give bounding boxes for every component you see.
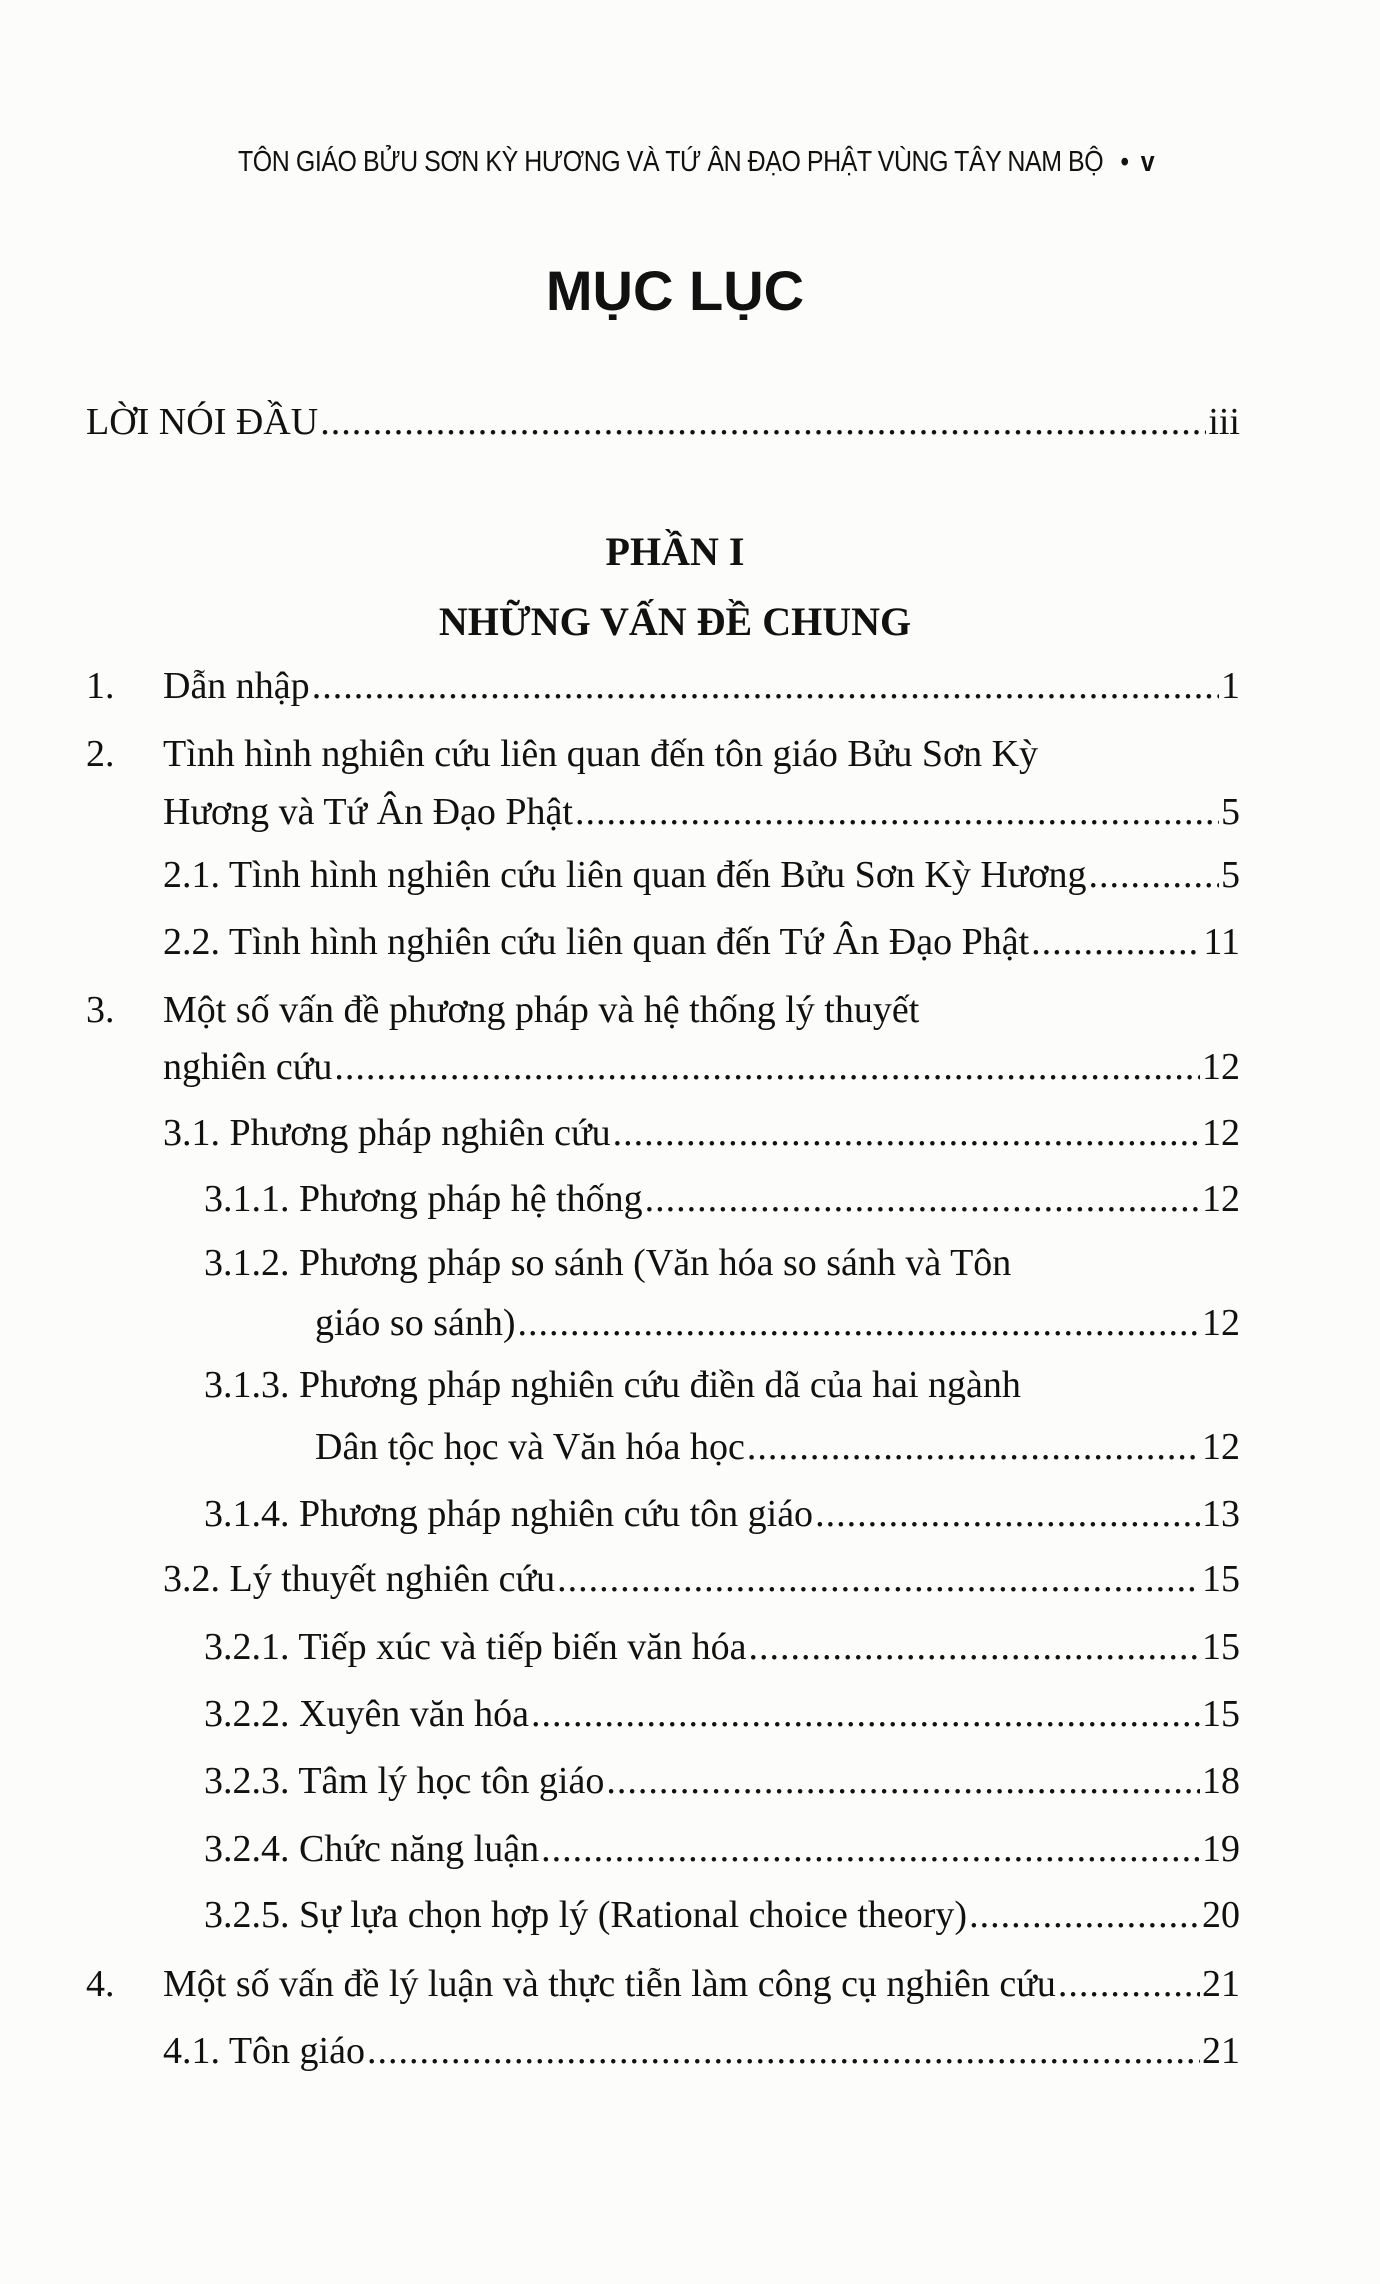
dot-leader: [1089, 853, 1220, 897]
toc-entry[interactable]: [204, 1625, 1240, 1679]
toc-page-number: 1: [1221, 665, 1240, 707]
dot-leader: [606, 1759, 1200, 1803]
toc-entry-text: giáo so sánh): [315, 1302, 516, 1344]
toc-entry[interactable]: [204, 1827, 1240, 1881]
dot-leader: [969, 1893, 1200, 1937]
toc-entry-text: 3.1.4. Phương pháp nghiên cứu tôn giáo: [204, 1493, 814, 1535]
toc-entry[interactable]: [163, 2029, 1240, 2083]
dot-leader: [312, 664, 1219, 708]
toc-entry-text: Một số vấn đề phương pháp và hệ thống lý thuyết: [163, 989, 920, 1031]
toc-entry[interactable]: [204, 1893, 1240, 1947]
toc-entry[interactable]: [86, 732, 1240, 786]
toc-page-number: 12: [1202, 1112, 1240, 1154]
toc-page-number: 12: [1202, 1302, 1240, 1344]
toc-entry-number: 3.: [86, 989, 115, 1031]
dot-leader: [747, 1425, 1200, 1469]
toc-page-number: 20: [1202, 1894, 1240, 1936]
toc-entry-text: 3.1.1. Phương pháp hệ thống: [204, 1178, 643, 1220]
dot-leader: [1031, 920, 1201, 964]
page-number: v: [1140, 146, 1155, 178]
toc-entry-preface[interactable]: [86, 400, 1240, 454]
dot-leader: [367, 2029, 1200, 2073]
toc-entry-text: 3.2.4. Chức năng luận: [204, 1828, 540, 1870]
toc-entry-text: 3.2.1. Tiếp xúc và tiếp biến văn hóa: [204, 1626, 747, 1668]
toc-entry-text: nghiên cứu: [163, 1046, 333, 1088]
dot-leader: [1058, 1962, 1200, 2006]
toc-page-number: 19: [1202, 1828, 1240, 1870]
dot-leader: [518, 1301, 1200, 1345]
toc-page-number: 15: [1202, 1626, 1240, 1668]
toc-page-number: 15: [1202, 1693, 1240, 1735]
toc-entry-text: 3.1.3. Phương pháp nghiên cứu điền dã của hai ngành: [204, 1364, 1021, 1406]
dot-leader: [541, 1827, 1200, 1871]
toc-entry[interactable]: [204, 1241, 1240, 1295]
toc-page-number: 13: [1202, 1493, 1240, 1535]
toc-page-number: 12: [1202, 1178, 1240, 1220]
toc-entry-continuation[interactable]: [315, 1425, 1240, 1479]
dot-leader: [613, 1111, 1200, 1155]
toc-entry[interactable]: [204, 1492, 1240, 1546]
toc-entry[interactable]: [163, 1111, 1240, 1165]
toc-entry[interactable]: [204, 1177, 1240, 1231]
toc-entry-text: 2.1. Tình hình nghiên cứu liên quan đến Bửu Sơn Kỳ Hương: [163, 854, 1087, 896]
dot-leader: [320, 400, 1206, 444]
toc-page-number: 18: [1202, 1760, 1240, 1802]
toc-entry-text: Một số vấn đề lý luận và thực tiễn làm công cụ nghiên cứu: [163, 1963, 1056, 2005]
toc-entry-number: 1.: [86, 665, 115, 707]
toc-entry-continuation[interactable]: [315, 1301, 1240, 1355]
toc-entry[interactable]: [163, 853, 1240, 907]
dot-leader: [531, 1692, 1200, 1736]
toc-entry[interactable]: [86, 988, 1240, 1042]
toc-entry-text: 3.2.3. Tâm lý học tôn giáo: [204, 1760, 605, 1802]
toc-entry-text: Tình hình nghiên cứu liên quan đến tôn giáo Bửu Sơn Kỳ: [163, 733, 1039, 775]
toc-entry-text: Hương và Tứ Ân Đạo Phật: [163, 791, 573, 833]
toc-page-number: 12: [1202, 1426, 1240, 1468]
toc-page-number: 5: [1221, 791, 1240, 833]
toc-entry[interactable]: [86, 664, 1240, 718]
toc-entry-text: 3.1.2. Phương pháp so sánh (Văn hóa so sánh và Tôn: [204, 1242, 1012, 1284]
toc-entry[interactable]: [204, 1759, 1240, 1813]
toc-page-number: 5: [1221, 854, 1240, 896]
toc-entry-text: 4.1. Tôn giáo: [163, 2030, 365, 2072]
toc-entry-text: 3.2.5. Sự lựa chọn hợp lý (Rational choice theory): [204, 1894, 968, 1936]
toc-entry-number: 4.: [86, 1963, 115, 2005]
toc-entry-number: 2.: [86, 733, 115, 775]
toc-entry[interactable]: [163, 1557, 1240, 1611]
toc-entry[interactable]: [204, 1692, 1240, 1746]
toc-page-number: 21: [1202, 1963, 1240, 2005]
toc-page-number: 15: [1202, 1558, 1240, 1600]
toc-entry-text: 3.1. Phương pháp nghiên cứu: [163, 1112, 611, 1154]
running-title: TÔN GIÁO BỬU SƠN KỲ HƯƠNG VÀ TỨ ÂN ĐẠO PHẬT VÙNG TÂY NAM BỘ: [238, 146, 1104, 178]
toc-entry-text: Dẫn nhập: [163, 665, 310, 707]
toc-page-number: 11: [1203, 921, 1240, 963]
dot-leader: [645, 1177, 1200, 1221]
dot-leader: [575, 790, 1219, 834]
toc-entry-text: LỜI NÓI ĐẦU: [86, 401, 319, 443]
dot-leader: [334, 1045, 1200, 1089]
dot-leader: [557, 1557, 1200, 1601]
dot-leader: [815, 1492, 1200, 1536]
running-header: [238, 146, 1154, 179]
toc-entry-continuation[interactable]: [163, 790, 1240, 844]
toc-entry[interactable]: [204, 1363, 1240, 1417]
part-label: PHẦN I: [605, 529, 745, 574]
part-name: NHỮNG VẤN ĐỀ CHUNG: [438, 599, 912, 644]
toc-page-number: 21: [1202, 2030, 1240, 2072]
dot-leader: [748, 1625, 1200, 1669]
toc-page-number: 12: [1202, 1046, 1240, 1088]
toc-entry[interactable]: [163, 920, 1240, 974]
toc-entry[interactable]: [86, 1962, 1240, 2016]
toc-entry-text: Dân tộc học và Văn hóa học: [315, 1426, 745, 1468]
toc-entry-continuation[interactable]: [163, 1045, 1240, 1099]
toc-entry-text: 3.2. Lý thuyết nghiên cứu: [163, 1558, 556, 1600]
page-title: MỤC LỤC: [545, 259, 805, 322]
bullet-separator: •: [1120, 146, 1129, 178]
toc-entry-text: 3.2.2. Xuyên văn hóa: [204, 1693, 530, 1735]
toc-page-number: iii: [1208, 401, 1240, 443]
toc-entry-text: 2.2. Tình hình nghiên cứu liên quan đến Tứ Ân Đạo Phật: [163, 921, 1030, 963]
